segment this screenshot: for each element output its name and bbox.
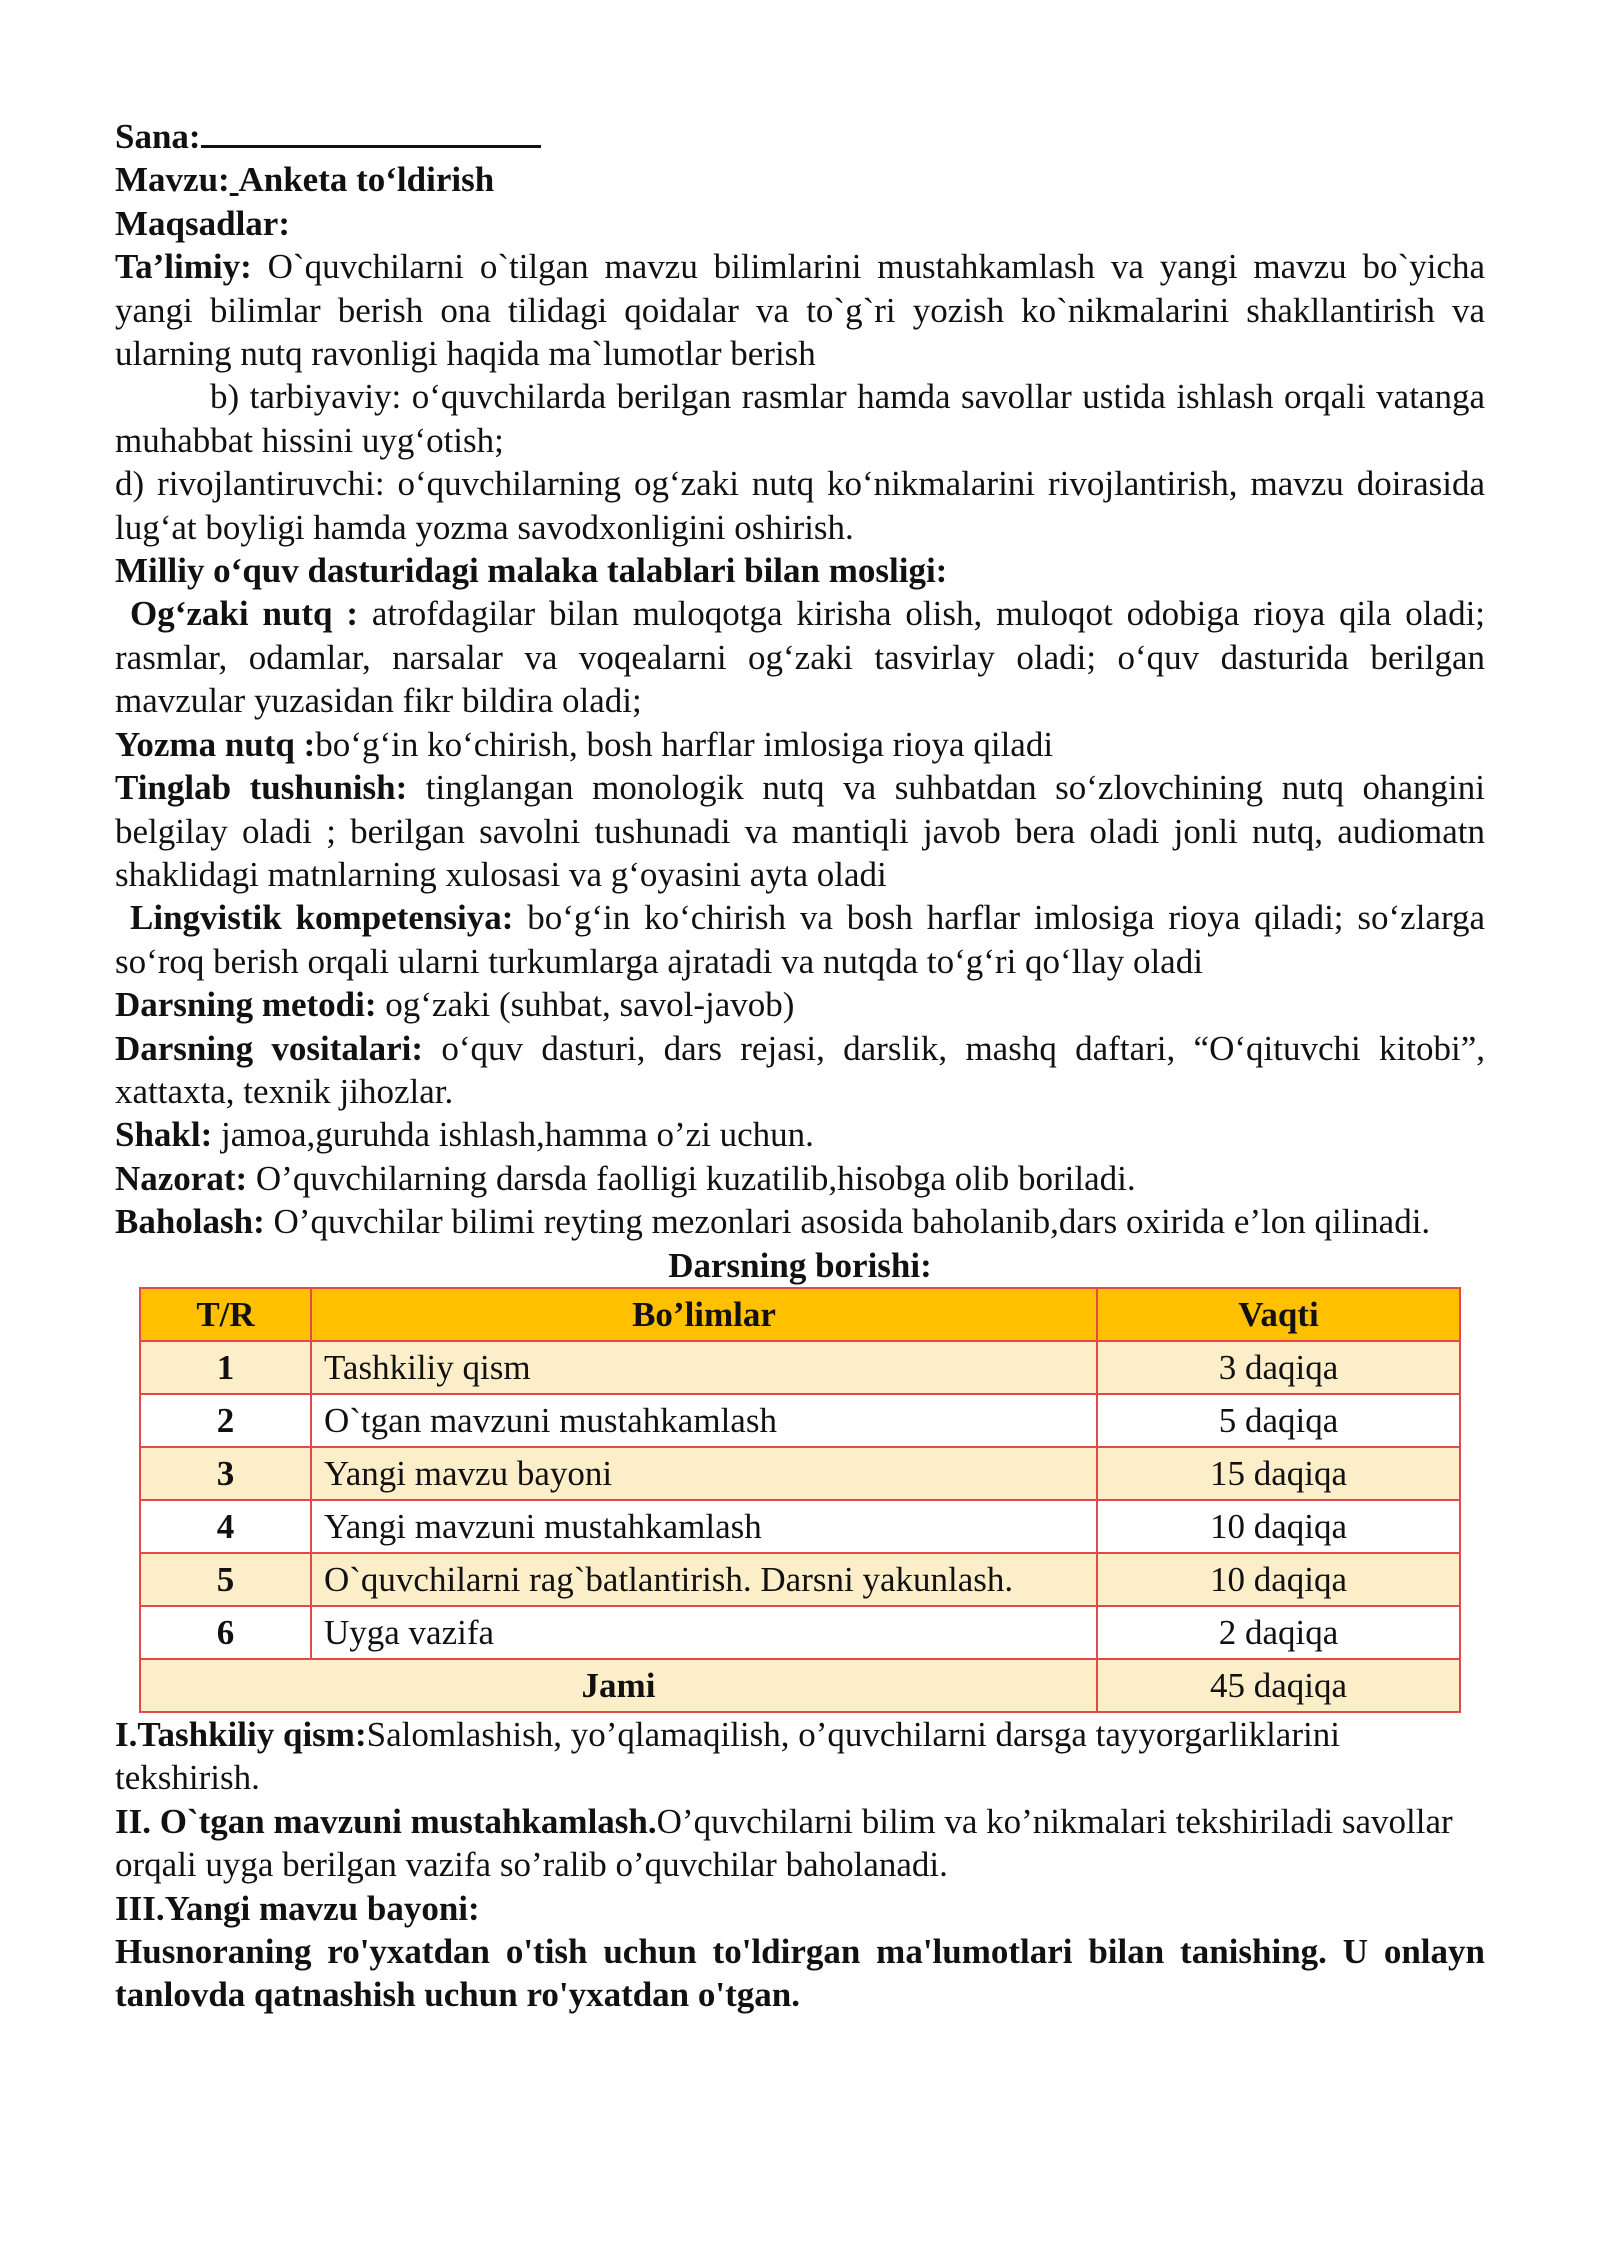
stage-review-text: O’quvchilarni bilim va ko’nikmalari tekshiriladi savollar orqali uyga berilgan vazifa so’ralib o’quvchilar baholanadi. <box>115 1801 1453 1885</box>
row-section: O`tgan mavzuni mustahkamlash <box>311 1394 1097 1447</box>
lesson-tools-text: o‘quv dasturi, dars rejasi, darslik, mashq daftari, “O‘qituvchi kitobi”, xattaxta, texnik jihozlar. <box>115 1028 1485 1111</box>
lesson-grading <box>115 1200 1485 1243</box>
stage-new-topic-label: III.Yangi mavzu bayoni: <box>115 1888 480 1928</box>
total-time: 45 daqiqa <box>1097 1659 1460 1712</box>
row-section: Yangi mavzuni mustahkamlash <box>311 1500 1097 1553</box>
column-header-num: T/R <box>140 1288 311 1341</box>
stage-review-label: II. O`tgan mavzuni mustahkamlash. <box>115 1801 657 1841</box>
stage-organizational-text: Salomlashish, yo’qlamaqilish, o’quvchilarni darsga tayyorgarliklarini tekshirish. <box>115 1714 1340 1798</box>
standard-written <box>115 723 1485 766</box>
row-num: 3 <box>140 1447 311 1500</box>
goal-educational-label: Ta’limiy: <box>115 247 252 287</box>
standard-listening-text: tinglangan monologik nutq va suhbatdan so‘zlovchining nutq ohangini belgilay oladi ; berilgan savolni tushunadi va mantiqli javob bera oladi jonli nutq, audiomatn shaklidagi matnlarning xulosasi va g‘oyasini ayta oladi <box>115 768 1485 894</box>
row-time: 15 daqiqa <box>1097 1447 1460 1500</box>
row-section: O`quvchilarni rag`batlantirish. Darsni yakunlash. <box>311 1553 1097 1606</box>
row-section: Tashkiliy qism <box>311 1341 1097 1394</box>
lesson-form-text: jamoa,guruhda ishlash,hamma o’zi uchun. <box>212 1115 814 1155</box>
goal-developmental: d) rivojlantiruvchi: o‘quvchilarning og‘zaki nutq ko‘nikmalarini rivojlantirish, mavzu doirasida lug‘at boyligi hamda yozma savodxonligini oshirish. <box>115 464 1485 547</box>
date-line <box>115 115 1485 158</box>
lesson-plan-page <box>115 115 1485 2017</box>
row-num: 6 <box>140 1606 311 1659</box>
standard-written-text: bo‘g‘in ko‘chirish, bosh harflar imlosiga rioya qiladi <box>315 724 1054 764</box>
lesson-control-label: Nazorat: <box>115 1158 248 1198</box>
table-total-row <box>140 1659 1460 1712</box>
stage-organizational-label: I.Tashkiliy qism: <box>115 1714 367 1754</box>
column-header-time: Vaqti <box>1097 1288 1460 1341</box>
row-num: 4 <box>140 1500 311 1553</box>
topic-label: Mavzu: <box>115 160 230 200</box>
stage-organizational <box>115 1713 1485 1800</box>
lesson-grading-text: O’quvchilar bilimi reyting mezonlari asosida baholanib,dars oxirida e’lon qilinadi. <box>264 1202 1431 1242</box>
stage-new-topic-text: Husnoraning ro'yxatdan o'tish uchun to'ldirgan ma'lumotlari bilan tanishing. U onlayn tanlovda qatnashish uchun ro'yxatdan o'tgan. <box>115 1932 1485 2015</box>
table-row <box>140 1447 1460 1500</box>
row-num: 5 <box>140 1553 311 1606</box>
standard-listening <box>115 766 1485 896</box>
topic-value: Anketa to‘ldirish <box>238 160 495 200</box>
standard-written-label: Yozma nutq : <box>115 724 316 764</box>
standard-oral-label: Og‘zaki nutq : <box>130 594 359 634</box>
standard-oral <box>115 592 1485 722</box>
goal-educational-text: O`quvchilarni o`tilgan mavzu bilimlarini mustahkamlash va yangi mavzu bo`yicha yangi bilimlar berish ona tilidagi qoidalar va to`g`ri yozish ko`nikmalarini shakllantirish va ularning nutq ravonligi haqida ma`lumotlar berish <box>115 247 1485 374</box>
lesson-grading-label: Baholash: <box>115 1202 265 1242</box>
lesson-form <box>115 1113 1485 1156</box>
stage-review <box>115 1800 1485 1887</box>
table-row <box>140 1341 1460 1394</box>
goal-educational <box>115 245 1485 375</box>
row-num: 1 <box>140 1341 311 1394</box>
goals-heading: Maqsadlar: <box>115 203 290 243</box>
lesson-tools-label: Darsning vositalari: <box>115 1028 424 1068</box>
row-time: 3 daqiqa <box>1097 1341 1460 1394</box>
date-label: Sana: <box>115 117 201 156</box>
row-section: Yangi mavzu bayoni <box>311 1447 1097 1500</box>
lesson-method-text: og‘zaki (suhbat, savol-javob) <box>376 985 795 1025</box>
standard-listening-label: Tinglab tushunish: <box>115 768 408 808</box>
topic-line <box>115 158 1485 201</box>
lesson-method <box>115 983 1485 1026</box>
total-label: Jami <box>140 1659 1097 1712</box>
table-row <box>140 1606 1460 1659</box>
goal-upbringing: b) tarbiyaviy: o‘quvchilarda berilgan rasmlar hamda savollar ustida ishlash orqali vatanga muhabbat hissini uyg‘otish; <box>115 377 1485 460</box>
standards-heading: Milliy o‘quv dasturidagi malaka talablari bilan mosligi: <box>115 551 948 591</box>
lesson-control <box>115 1157 1485 1200</box>
standard-linguistic <box>115 896 1485 983</box>
lesson-control-text: O’quvchilarning darsda faolligi kuzatilib,hisobga olib boriladi. <box>247 1158 1136 1198</box>
plan-heading: Darsning borishi: <box>668 1245 932 1285</box>
table-header-row <box>140 1288 1460 1341</box>
row-num: 2 <box>140 1394 311 1447</box>
row-time: 10 daqiqa <box>1097 1553 1460 1606</box>
lesson-method-label: Darsning metodi: <box>115 985 377 1025</box>
row-time: 2 daqiqa <box>1097 1606 1460 1659</box>
row-time: 5 daqiqa <box>1097 1394 1460 1447</box>
table-row <box>140 1553 1460 1606</box>
table-row <box>140 1500 1460 1553</box>
lesson-form-label: Shakl: <box>115 1115 213 1155</box>
standard-linguistic-text: bo‘g‘in ko‘chirish va bosh harflar imlosiga rioya qiladi; so‘zlarga so‘roq berish orqali ularni turkumlarga ajratadi va nutqda to‘g‘ri qo‘llay oladi <box>115 898 1486 981</box>
standard-oral-text: atrofdagilar bilan muloqotga kirisha olish, muloqot odobiga rioya qila oladi; rasmlar, odamlar, narsalar va voqealarni og‘zaki tasvirlay oladi; o‘quv dasturida berilgan mavzular yuzasidan fikr bildira oladi; <box>115 594 1486 721</box>
row-time: 10 daqiqa <box>1097 1500 1460 1553</box>
lesson-tools <box>115 1027 1485 1114</box>
table-row <box>140 1394 1460 1447</box>
row-section: Uyga vazifa <box>311 1606 1097 1659</box>
column-header-section: Bo’limlar <box>311 1288 1097 1341</box>
date-blank-field[interactable] <box>201 115 541 148</box>
lesson-plan-table <box>139 1287 1461 1713</box>
standard-linguistic-label: Lingvistik kompetensiya: <box>130 898 514 938</box>
